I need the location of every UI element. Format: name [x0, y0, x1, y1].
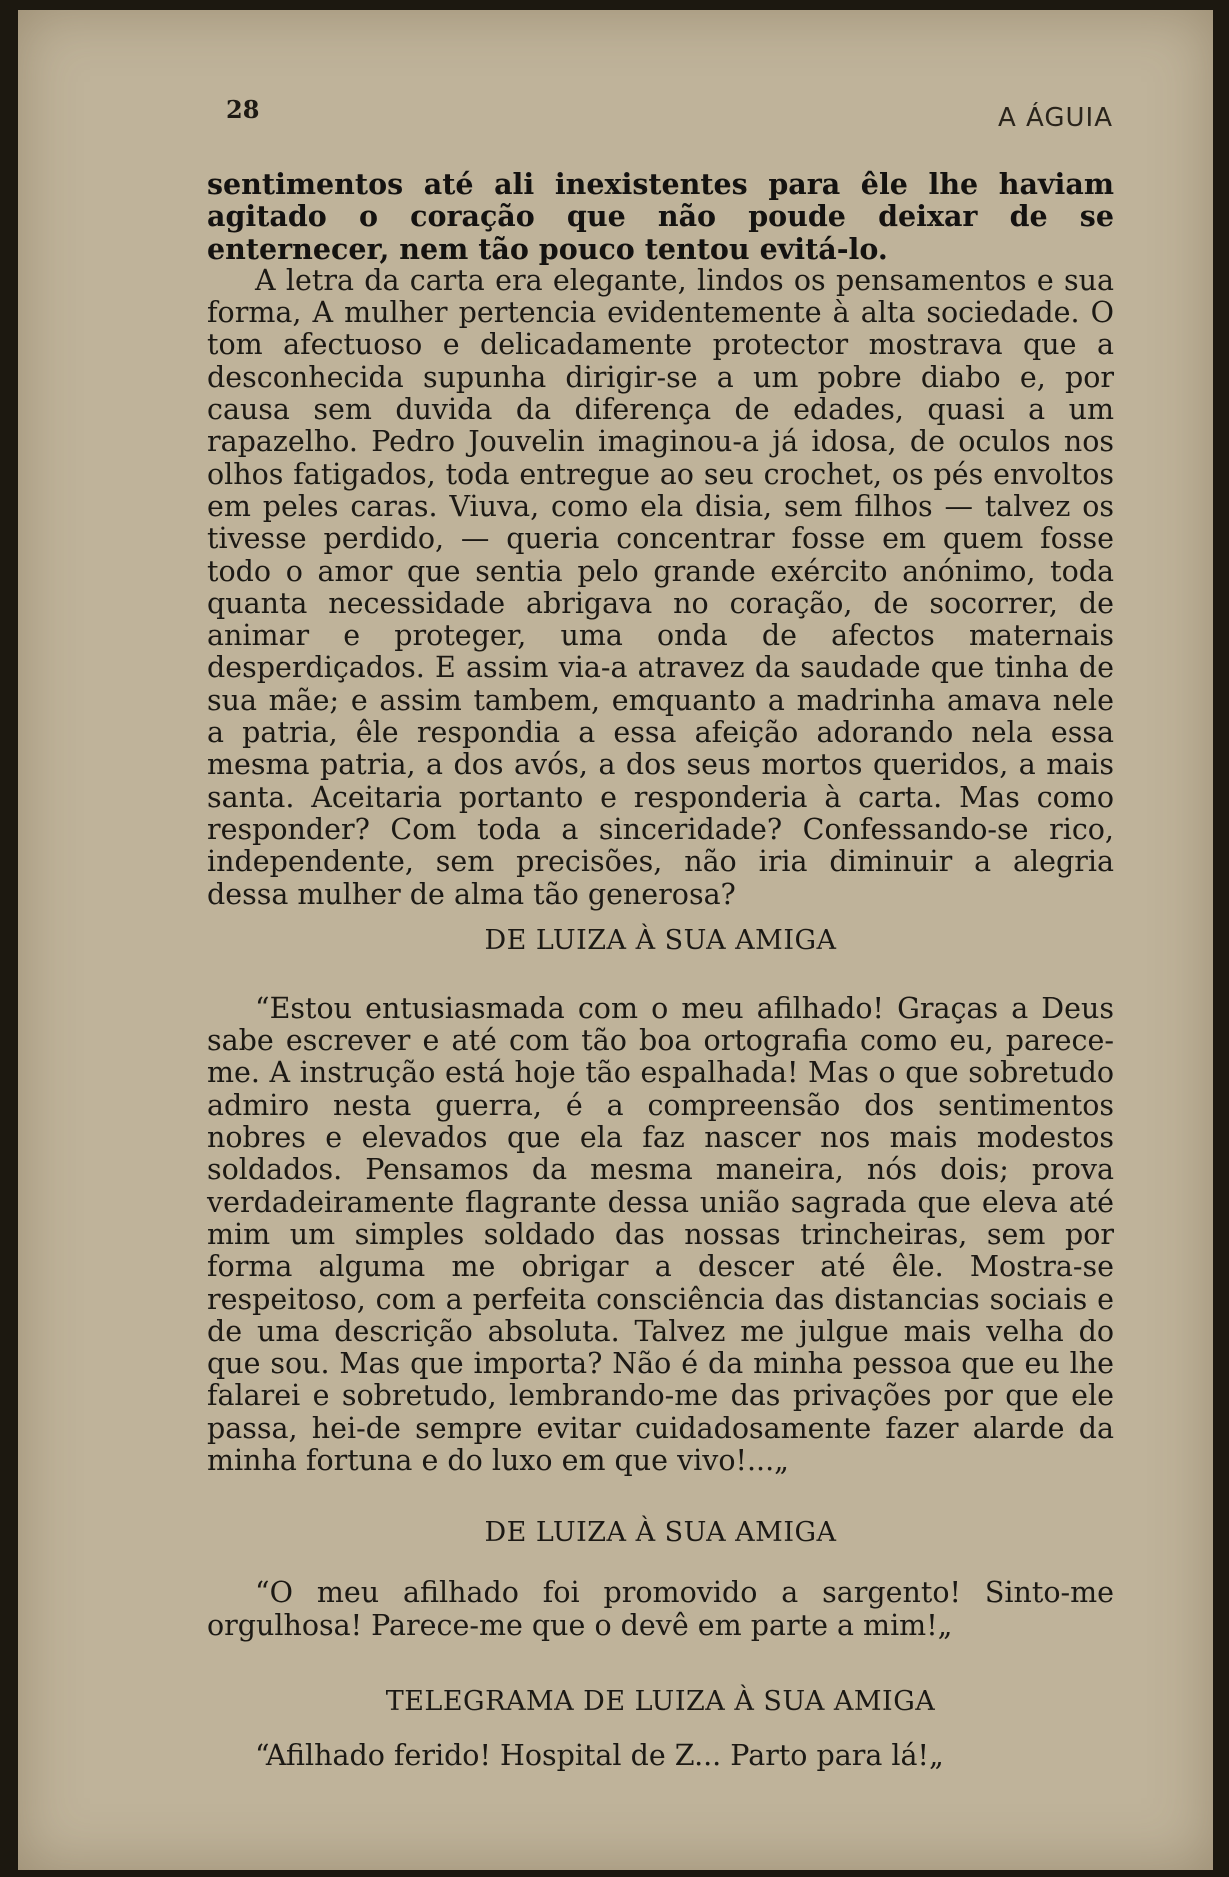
page-number: 28 [226, 95, 260, 124]
page-body [207, 168, 1114, 1772]
paragraph: A letra da carta era elegante, lindos os pensamentos e sua forma, A mulher pertencia evidentemente à alta sociedade. O tom afectuoso e delicadamente protector mostrava que a desconhecida supunha dirigir-se a um pobre diabo e, por causa sem duvida da diferença de edades, quasi a um rapazelho. Pedro Jouvelin imaginou-a já idosa, de oculos nos olhos fatigados, toda entregue ao seu crochet, os pés envoltos em peles caras. Viuva, como ela disia, sem filhos — talvez os tivesse perdido, — queria concentrar fosse em quem fosse todo o amor que sentia pelo grande exército anónimo, toda quanta necessidade abrigava no coração, de socorrer, de animar e proteger, uma onda de afectos maternais desperdiçados. E assim via-a atravez da saudade que tinha de sua mãe; e assim tambem, emquanto a madrinha amava nele a patria, êle respondia a essa afeição adorando nela essa mesma patria, a dos avós, a dos seus mortos queridos, a mais santa. Aceitaria portanto e responderia à carta. Mas como responder? Com toda a sinceridade? Confessando-se rico, independente, sem precisões, não iria diminuir a alegria dessa mulher de alma tão generosa? [207, 263, 1114, 911]
section-heading: TELEGRAMA DE LUIZA À SUA AMIGA [385, 1685, 936, 1717]
page-header [18, 95, 1213, 135]
letter-paragraph: “O meu afilhado foi promovido a sargento! Sinto-me orgulhosa! Parece-me que o devê em parte a mim!„ [207, 1576, 1114, 1642]
telegram-text: “Afilhado ferido! Hospital de Z... Parto para lá!„ [255, 1738, 944, 1772]
section-heading: DE LUIZA À SUA AMIGA [484, 924, 837, 956]
running-title: A ÁGUIA [997, 103, 1113, 133]
paragraph: sentimentos até ali inexistentes para êle lhe haviam agitado o coração que não poude deixar de se enternecer, nem tão pouco tentou evitá-lo. [207, 167, 1114, 266]
section-heading: DE LUIZA À SUA AMIGA [484, 1517, 837, 1549]
letter-paragraph: “Estou entusiasmada com o meu afilhado! Graças a Deus sabe escrever e até com tão boa ortografia como eu, parece-me. A instrução está hoje tão espalhada! Mas o que sobretudo admiro nesta guerra, é a compreensão dos sentimentos nobres e elevados que ela faz nascer nos mais modestos soldados. Pensamos da mesma maneira, nós dois; prova verdadeiramente flagrante dessa união sagrada que eleva até mim um simples soldado das nossas trincheiras, sem por forma alguma me obrigar a descer até êle. Mostra-se respeitoso, com a perfeita consciência das distancias sociais e de uma descrição absoluta. Talvez me julgue mais velha do que sou. Mas que importa? Não é da minha pessoa que eu lhe falarei e sobretudo, lembrando-me das privações por que ele passa, hei-de sempre evitar cuidadosamente fazer alarde da minha fortuna e do luxo em que vivo!...„ [207, 991, 1114, 1477]
